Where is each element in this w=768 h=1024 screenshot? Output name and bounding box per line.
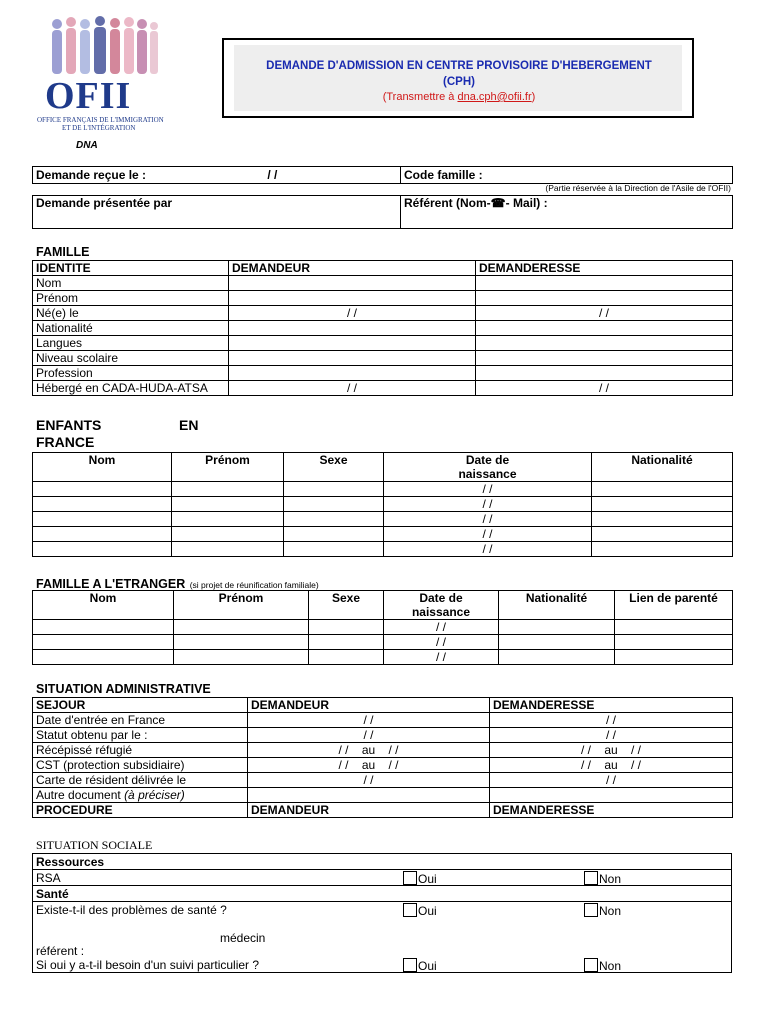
people-silhouettes-icon xyxy=(45,14,165,76)
etranger-sexe[interactable] xyxy=(309,650,384,665)
enfant-row xyxy=(33,542,733,557)
admin-title: SITUATION ADMINISTRATIVE xyxy=(36,682,211,696)
referent-cell[interactable] xyxy=(401,196,733,229)
row-label: Autre document xyxy=(36,788,121,802)
date-slash: / / xyxy=(482,542,493,556)
q1-oui-checkbox[interactable] xyxy=(403,903,417,917)
enfant-sexe[interactable] xyxy=(284,482,384,497)
date-slash: / / xyxy=(338,758,349,772)
etranger-prenom[interactable] xyxy=(174,650,309,665)
autre-note: (à préciser) xyxy=(124,788,185,802)
non-label: Non xyxy=(599,904,622,918)
enfant-nom[interactable] xyxy=(33,497,172,512)
rsa-oui-checkbox[interactable] xyxy=(403,871,417,885)
au-label: au xyxy=(361,758,376,772)
date-slash: / / xyxy=(631,743,642,757)
enfant-nom[interactable] xyxy=(33,512,172,527)
q2-label: Si oui y a-t-il besoin d'un suivi particulier ? xyxy=(36,958,260,972)
etranger-sexe[interactable] xyxy=(309,635,384,650)
q1-oui[interactable] xyxy=(403,903,437,918)
etranger-prenom[interactable] xyxy=(174,635,309,650)
demanderesse-header: DEMANDERESSE xyxy=(476,261,733,276)
etranger-nom-header: Nom xyxy=(33,591,174,620)
row-label: Né(e) le xyxy=(33,306,229,321)
demandeur-nom[interactable] xyxy=(229,276,476,291)
rsa-non-checkbox[interactable] xyxy=(584,871,598,885)
enfants-title xyxy=(36,417,199,451)
enfant-prenom[interactable] xyxy=(172,527,284,542)
demanderesse-birthdate[interactable] xyxy=(476,306,733,321)
date-slash: / / xyxy=(605,773,616,787)
enfants-table xyxy=(32,452,733,557)
demandeur-autre-document[interactable] xyxy=(248,788,490,803)
enfant-date[interactable] xyxy=(384,497,592,512)
etranger-note: (si projet de réunification familiale) xyxy=(189,580,319,590)
date-slash: / / xyxy=(482,512,493,526)
date-slash: / / xyxy=(482,497,493,511)
date-slash: / / xyxy=(363,713,374,727)
enfant-prenom[interactable] xyxy=(172,497,284,512)
sante-label: Santé xyxy=(36,887,69,901)
demanderesse-heberge[interactable] xyxy=(476,381,733,396)
etranger-nom[interactable] xyxy=(33,635,174,650)
enfant-nom[interactable] xyxy=(33,527,172,542)
demanderesse-profession[interactable] xyxy=(476,366,733,381)
date-slash: / / xyxy=(346,381,357,395)
q1-label: Existe-t-il des problèmes de santé ? xyxy=(36,903,227,917)
etranger-date[interactable] xyxy=(384,635,499,650)
received-date-label: Demande reçue le : xyxy=(36,168,147,182)
etranger-nom[interactable] xyxy=(33,650,174,665)
presentee-par-label: Demande présentée par xyxy=(36,196,173,210)
etranger-date-header xyxy=(384,591,499,620)
row-label: Profession xyxy=(33,366,229,381)
logo-text: OFII xyxy=(45,75,132,117)
enfant-sexe[interactable] xyxy=(284,512,384,527)
rsa-non[interactable] xyxy=(584,871,621,886)
admin-demandeur-header: DEMANDEUR xyxy=(248,698,490,713)
etranger-sexe-header: Sexe xyxy=(309,591,384,620)
header-table xyxy=(32,166,733,184)
referent-label: Référent (Nom-☎- Mail) : xyxy=(404,196,548,210)
famille-title: FAMILLE xyxy=(36,245,90,259)
date-de: Date de xyxy=(419,591,463,605)
date-slash: / / xyxy=(605,713,616,727)
etranger-prenom-header: Prénom xyxy=(174,591,309,620)
enfants-nationalite-header: Nationalité xyxy=(592,453,733,482)
logo-subtitle-2: ET DE L'INTÉGRATION xyxy=(62,124,136,132)
row-label: CST (protection subsidiaire) xyxy=(33,758,248,773)
row-label: Récépissé réfugié xyxy=(33,743,248,758)
non-label: Non xyxy=(599,959,622,973)
demanderesse-statut[interactable] xyxy=(490,728,733,743)
enfant-prenom[interactable] xyxy=(172,512,284,527)
date-slash: / / xyxy=(598,381,609,395)
rsa-oui[interactable] xyxy=(403,871,437,886)
date-slash: / / xyxy=(482,482,493,496)
etranger-row xyxy=(33,620,733,635)
transmit-note xyxy=(224,91,694,103)
email-link[interactable]: dna.cph@ofii.fr xyxy=(457,91,532,103)
date-slash: / / xyxy=(338,743,349,757)
oui-label: Oui xyxy=(418,959,437,973)
date-slash: / / xyxy=(580,758,591,772)
q1-non-checkbox[interactable] xyxy=(584,903,598,917)
non-label: Non xyxy=(599,872,622,886)
etranger-nationalite[interactable] xyxy=(499,635,615,650)
q1-non[interactable] xyxy=(584,903,621,918)
procedure-header: PROCEDURE xyxy=(33,803,248,818)
demanderesse-cst[interactable] xyxy=(490,758,733,773)
demandeur-recepisse[interactable] xyxy=(248,743,490,758)
enfants-prenom-header: Prénom xyxy=(172,453,284,482)
oui-label: Oui xyxy=(418,872,437,886)
famille-table xyxy=(32,260,733,396)
enfant-sexe[interactable] xyxy=(284,527,384,542)
received-date-slash: / / xyxy=(267,168,278,182)
demanderesse-recepisse[interactable] xyxy=(490,743,733,758)
enfant-row xyxy=(33,512,733,527)
date-slash: / / xyxy=(435,650,446,664)
q2-non-checkbox[interactable] xyxy=(584,958,598,972)
enfant-nom[interactable] xyxy=(33,482,172,497)
dna-label: DNA xyxy=(76,140,98,151)
etranger-row xyxy=(33,635,733,650)
demandeur-birthdate[interactable] xyxy=(229,306,476,321)
row-label: Carte de résident délivrée le xyxy=(33,773,248,788)
etranger-lien[interactable] xyxy=(615,635,733,650)
date-slash: / / xyxy=(605,728,616,742)
transmit-suffix: ) xyxy=(531,91,536,103)
enfants-title-a: ENFANTS xyxy=(36,417,102,433)
enfant-row xyxy=(33,482,733,497)
demandeur-prenom[interactable] xyxy=(229,291,476,306)
medecin-label: médecin xyxy=(220,931,266,945)
date-slash: / / xyxy=(388,758,399,772)
etranger-lien-header: Lien de parenté xyxy=(615,591,733,620)
date-slash: / / xyxy=(598,306,609,320)
etranger-row xyxy=(33,650,733,665)
etranger-lien[interactable] xyxy=(615,620,733,635)
ofii-logo xyxy=(37,14,170,134)
row-label: Nationalité xyxy=(33,321,229,336)
row-label: Nom xyxy=(33,276,229,291)
demanderesse-prenom[interactable] xyxy=(476,291,733,306)
enfant-sexe[interactable] xyxy=(284,497,384,512)
code-famille-cell[interactable] xyxy=(401,167,733,184)
title-box xyxy=(222,38,694,118)
demandeur-profession[interactable] xyxy=(229,366,476,381)
oui-label: Oui xyxy=(418,904,437,918)
demandeur-nationalite[interactable] xyxy=(229,321,476,336)
code-famille-label: Code famille : xyxy=(404,168,483,182)
date-slash: / / xyxy=(363,728,374,742)
row-label: Langues xyxy=(33,336,229,351)
q2-oui[interactable] xyxy=(403,958,437,973)
admin-table xyxy=(32,697,733,818)
demanderesse-niveau[interactable] xyxy=(476,351,733,366)
procedure-demanderesse-header: DEMANDERESSE xyxy=(490,803,733,818)
presentee-par-cell[interactable] xyxy=(33,196,401,229)
etranger-date[interactable] xyxy=(384,620,499,635)
row-label: Prénom xyxy=(33,291,229,306)
enfant-nationalite[interactable] xyxy=(592,527,733,542)
demandeur-langues[interactable] xyxy=(229,336,476,351)
enfant-date[interactable] xyxy=(384,527,592,542)
date-slash: / / xyxy=(435,635,446,649)
social-title: SITUATION SOCIALE xyxy=(36,838,153,852)
etranger-table xyxy=(32,590,733,665)
enfant-nationalite[interactable] xyxy=(592,512,733,527)
demanderesse-nom[interactable] xyxy=(476,276,733,291)
enfant-sexe[interactable] xyxy=(284,542,384,557)
procedure-demandeur-header: DEMANDEUR xyxy=(248,803,490,818)
enfant-nom[interactable] xyxy=(33,542,172,557)
enfant-nationalite[interactable] xyxy=(592,542,733,557)
q2-oui-checkbox[interactable] xyxy=(403,958,417,972)
demanderesse-carte-resident[interactable] xyxy=(490,773,733,788)
ressources-label: Ressources xyxy=(36,855,105,869)
au-label: au xyxy=(604,743,618,757)
etranger-sexe[interactable] xyxy=(309,620,384,635)
demandeur-cst[interactable] xyxy=(248,758,490,773)
enfants-title-c: FRANCE xyxy=(36,434,95,450)
enfant-nationalite[interactable] xyxy=(592,482,733,497)
demandeur-date-entree[interactable] xyxy=(248,713,490,728)
enfants-sexe-header: Sexe xyxy=(284,453,384,482)
form-title: DEMANDE D'ADMISSION EN CENTRE PROVISOIRE D'HEBERGEMENT xyxy=(266,60,652,72)
date-slash: / / xyxy=(435,620,446,634)
enfant-prenom[interactable] xyxy=(172,482,284,497)
etranger-nationalite[interactable] xyxy=(499,650,615,665)
date-slash: / / xyxy=(388,743,399,757)
demanderesse-autre-document[interactable] xyxy=(490,788,733,803)
enfant-date[interactable] xyxy=(384,482,592,497)
date-slash: / / xyxy=(482,527,493,541)
etranger-date[interactable] xyxy=(384,650,499,665)
demandeur-niveau[interactable] xyxy=(229,351,476,366)
demandeur-carte-resident[interactable] xyxy=(248,773,490,788)
admin-demanderesse-header: DEMANDERESSE xyxy=(490,698,733,713)
q2-non[interactable] xyxy=(584,958,621,973)
etranger-nom[interactable] xyxy=(33,620,174,635)
etranger-nationalite[interactable] xyxy=(499,620,615,635)
etranger-nationalite-header: Nationalité xyxy=(499,591,615,620)
date-de: Date de xyxy=(465,453,510,467)
transmit-prefix: (Transmettre à xyxy=(382,91,458,103)
demanderesse-nationalite[interactable] xyxy=(476,321,733,336)
date-slash: / / xyxy=(580,743,591,757)
referent-social-label: référent : xyxy=(36,944,85,958)
row-label: Hébergé en CADA-HUDA-ATSA xyxy=(33,381,229,396)
etranger-lien[interactable] xyxy=(615,650,733,665)
logo-subtitle-1: OFFICE FRANÇAIS DE L'IMMIGRATION xyxy=(37,116,164,124)
received-date-cell[interactable] xyxy=(33,167,401,184)
demandeur-statut[interactable] xyxy=(248,728,490,743)
row-label: Niveau scolaire xyxy=(33,351,229,366)
row-label: Statut obtenu par le : xyxy=(33,728,248,743)
naissance: naissance xyxy=(411,605,471,619)
form-title-cph: (CPH) xyxy=(443,76,475,88)
autre-document-label xyxy=(33,788,248,803)
sejour-header: SEJOUR xyxy=(33,698,248,713)
date-slash: / / xyxy=(346,306,357,320)
etranger-title-text: FAMILLE A L'ETRANGER xyxy=(36,577,186,591)
enfant-row xyxy=(33,497,733,512)
etranger-prenom[interactable] xyxy=(174,620,309,635)
presented-table xyxy=(32,195,733,229)
row-label: Date d'entrée en France xyxy=(33,713,248,728)
enfant-date[interactable] xyxy=(384,542,592,557)
enfants-date-header xyxy=(384,453,592,482)
enfant-prenom[interactable] xyxy=(172,542,284,557)
enfant-row xyxy=(33,527,733,542)
date-slash: / / xyxy=(363,773,374,787)
au-label: au xyxy=(361,743,376,757)
naissance: naissance xyxy=(458,467,517,481)
demandeur-header: DEMANDEUR xyxy=(229,261,476,276)
enfants-title-b: EN xyxy=(179,417,199,433)
enfant-date[interactable] xyxy=(384,512,592,527)
rsa-label: RSA xyxy=(36,871,61,885)
demanderesse-date-entree[interactable] xyxy=(490,713,733,728)
enfants-nom-header: Nom xyxy=(33,453,172,482)
date-slash: / / xyxy=(631,758,642,772)
demandeur-heberge[interactable] xyxy=(229,381,476,396)
identite-header: IDENTITE xyxy=(33,261,229,276)
au-label: au xyxy=(604,758,618,772)
enfant-nationalite[interactable] xyxy=(592,497,733,512)
demanderesse-langues[interactable] xyxy=(476,336,733,351)
partie-reservee-note: (Partie réservée à la Direction de l'Asile de l'OFII) xyxy=(545,183,731,193)
